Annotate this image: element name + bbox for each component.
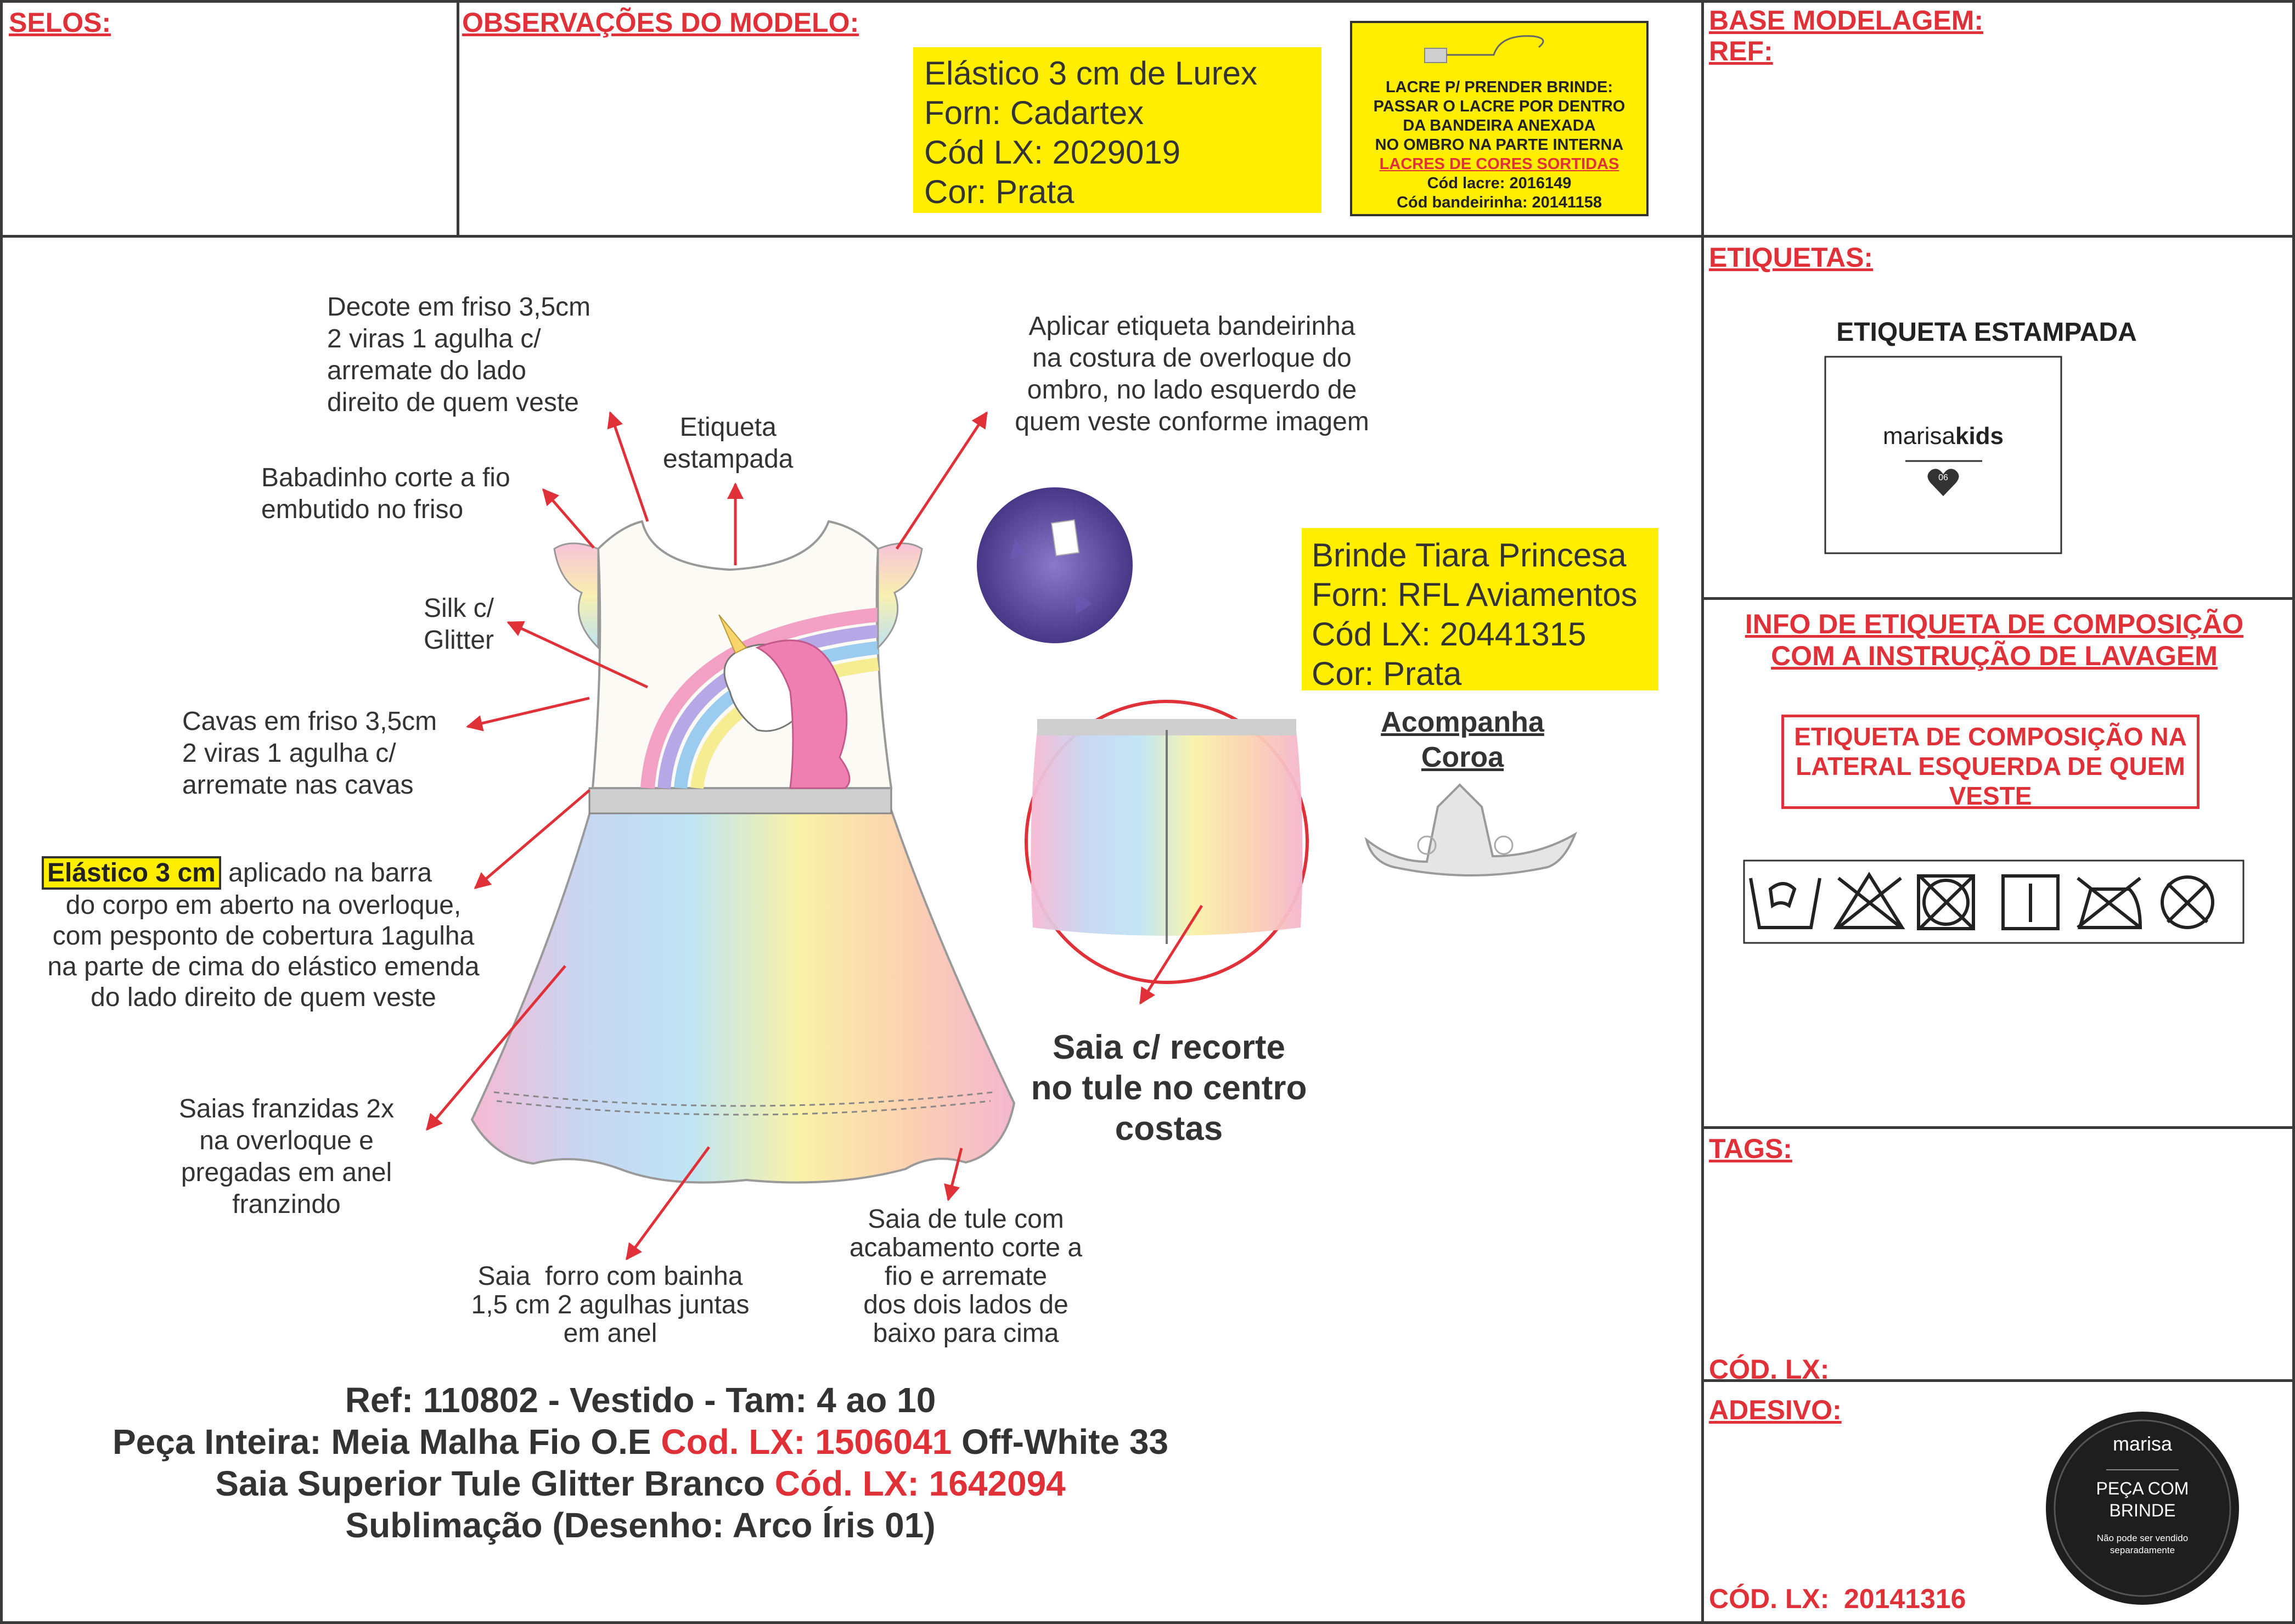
brinde-line-4: Cor: Prata — [1312, 655, 1462, 692]
etiquetas-header: ETIQUETAS: — [1709, 242, 1874, 273]
spec-line-2c: Off-White 33 — [952, 1422, 1169, 1462]
bandeirinha-tag — [1051, 520, 1079, 555]
brinde-line-3: Cód LX: 20441315 — [1312, 616, 1587, 653]
note-elastico-first-line — [42, 857, 432, 889]
note-cavas: Cavas em friso 3,5cm 2 viras 1 agulha c/ arremate nas cavas — [182, 707, 437, 800]
arrow-aplicar — [897, 413, 987, 549]
note-babadinho: Babadinho corte a fio embutido no friso — [261, 463, 510, 524]
tags-header: TAGS: — [1709, 1133, 1792, 1164]
note-elastico-more: do corpo em aberto na overloque, com pesponto de cobertura 1agulha na parte de cima do elástico emenda do lado direito de quem veste — [47, 891, 480, 1012]
sticker-small-2: separadamente — [2110, 1545, 2175, 1555]
spec-line-3a: Saia Superior Tule Glitter Branco — [215, 1464, 775, 1503]
note-silk: Silk c/ Glitter — [424, 594, 494, 655]
dress-skirt — [472, 807, 1014, 1183]
dress-waistband — [589, 788, 891, 813]
note-saias-franzidas: Saias franzidas 2x na overloque e pregadas em anel franzindo — [178, 1094, 395, 1219]
elastico-highlight: Elástico 3 cm — [42, 856, 221, 890]
info-composicao-header: INFO DE ETIQUETA DE COMPOSIÇÃO COM A INSTRUÇÃO DE LAVAGEM — [1745, 609, 2244, 671]
lacre-line-1: LACRE P/ PRENDER BRINDE: — [1385, 78, 1613, 96]
label-brand — [1825, 423, 2061, 450]
cod-lx-adesivo-label: CÓD. LX: — [1709, 1583, 1830, 1614]
elastic-line-2: Forn: Cadartex — [924, 94, 1144, 131]
note-decote: Decote em friso 3,5cm 2 viras 1 agulha c/ arremate do lado direito de quem veste — [327, 293, 591, 417]
spec-line-3 — [0, 1463, 1281, 1504]
printed-label-box — [1825, 357, 2061, 553]
label-size: 06 — [1938, 473, 1948, 482]
care-icons-box — [1744, 861, 2243, 943]
dress-sleeve-left — [554, 543, 598, 648]
spec-line-2a: Peça Inteira: Meia Malha Fio O.E — [112, 1422, 661, 1462]
ref-header: REF: — [1709, 36, 1773, 66]
note-aplicar: Aplicar etiqueta bandeirinha na costura de overloque do ombro, no lado esquerdo de quem veste conforme imagem — [1015, 312, 1369, 436]
lacre-line-4: NO OMBRO NA PARTE INTERNA — [1375, 136, 1624, 154]
note-etiqueta: Etiqueta estampada — [663, 413, 794, 474]
note-saia-forro: Saia forro com bainha 1,5 cm 2 agulhas juntas em anel — [471, 1262, 750, 1348]
spec-line-1: Ref: 110802 - Vestido - Tam: 4 ao 10 — [345, 1380, 936, 1420]
observacoes-header: OBSERVAÇÕES DO MODELO: — [462, 7, 859, 38]
arrow-decote — [610, 413, 648, 521]
note-saia-tule: Saia de tule com acabamento corte a fio e arremate dos dois lados de baixo para cima — [849, 1205, 1083, 1348]
lacre-line-5: LACRES DE CORES SORTIDAS — [1379, 155, 1619, 173]
lacre-line-6: Cód lacre: 2016149 — [1427, 175, 1572, 192]
selos-header: SELOS: — [9, 7, 111, 38]
elastic-line-4: Cor: Prata — [924, 173, 1075, 210]
etiqueta-estampada-title: ETIQUETA ESTAMPADA — [1836, 318, 2137, 347]
elastico-rest: aplicado na barra — [221, 858, 432, 887]
arrow-cavas — [468, 698, 589, 727]
composicao-box: ETIQUETA DE COMPOSIÇÃO NA LATERAL ESQUERDA DE QUEM VESTE — [1781, 715, 2200, 809]
sticker-line-1: PEÇA COM — [2096, 1479, 2189, 1498]
dress-sleeve-right — [878, 543, 922, 648]
sticker-line-2: BRINDE — [2109, 1501, 2176, 1520]
sticker-small-1: Não pode ser vendido — [2096, 1533, 2189, 1543]
tiara-crown — [1366, 785, 1575, 875]
sticker-content — [2046, 1432, 2239, 1556]
spec-line-2 — [0, 1421, 1281, 1462]
acompanha-coroa: Acompanha Coroa — [1381, 706, 1544, 773]
brinde-line-2: Forn: RFL Aviamentos — [1312, 576, 1638, 613]
note-saia-recorte: Saia c/ recorte no tule no centro costas — [1031, 1029, 1307, 1148]
base-modelagem-header: BASE MODELAGEM: — [1709, 5, 1983, 36]
arrow-babadinho — [543, 490, 594, 548]
label-brand-part2: kids — [1955, 423, 2004, 449]
lacre-line-7: Cód bandeirinha: 20141158 — [1397, 194, 1602, 211]
lacre-line-3: DA BANDEIRA ANEXADA — [1403, 117, 1596, 134]
spec-line-3b: Cód. LX: 1642094 — [774, 1464, 1066, 1503]
spec-line-4: Sublimação (Desenho: Arco Íris 01) — [345, 1505, 936, 1545]
label-brand-part1: marisa — [1882, 423, 1955, 449]
shoulder-detail-circle — [977, 487, 1133, 643]
elastic-line-1: Elástico 3 cm de Lurex — [924, 55, 1257, 92]
cod-lx-tags: CÓD. LX: — [1709, 1354, 1830, 1385]
cod-lx-adesivo-value: 20141316 — [1844, 1583, 1966, 1614]
spec-line-2b: Cod. LX: 1506041 — [661, 1422, 952, 1462]
elastic-line-3: Cód LX: 2029019 — [924, 134, 1181, 171]
brinde-line-1: Brinde Tiara Princesa — [1312, 537, 1627, 574]
sticker-brand: marisa — [2112, 1432, 2173, 1455]
lacre-line-2: PASSAR O LACRE POR DENTRO — [1373, 98, 1625, 115]
adesivo-header: ADESIVO: — [1709, 1395, 1842, 1425]
